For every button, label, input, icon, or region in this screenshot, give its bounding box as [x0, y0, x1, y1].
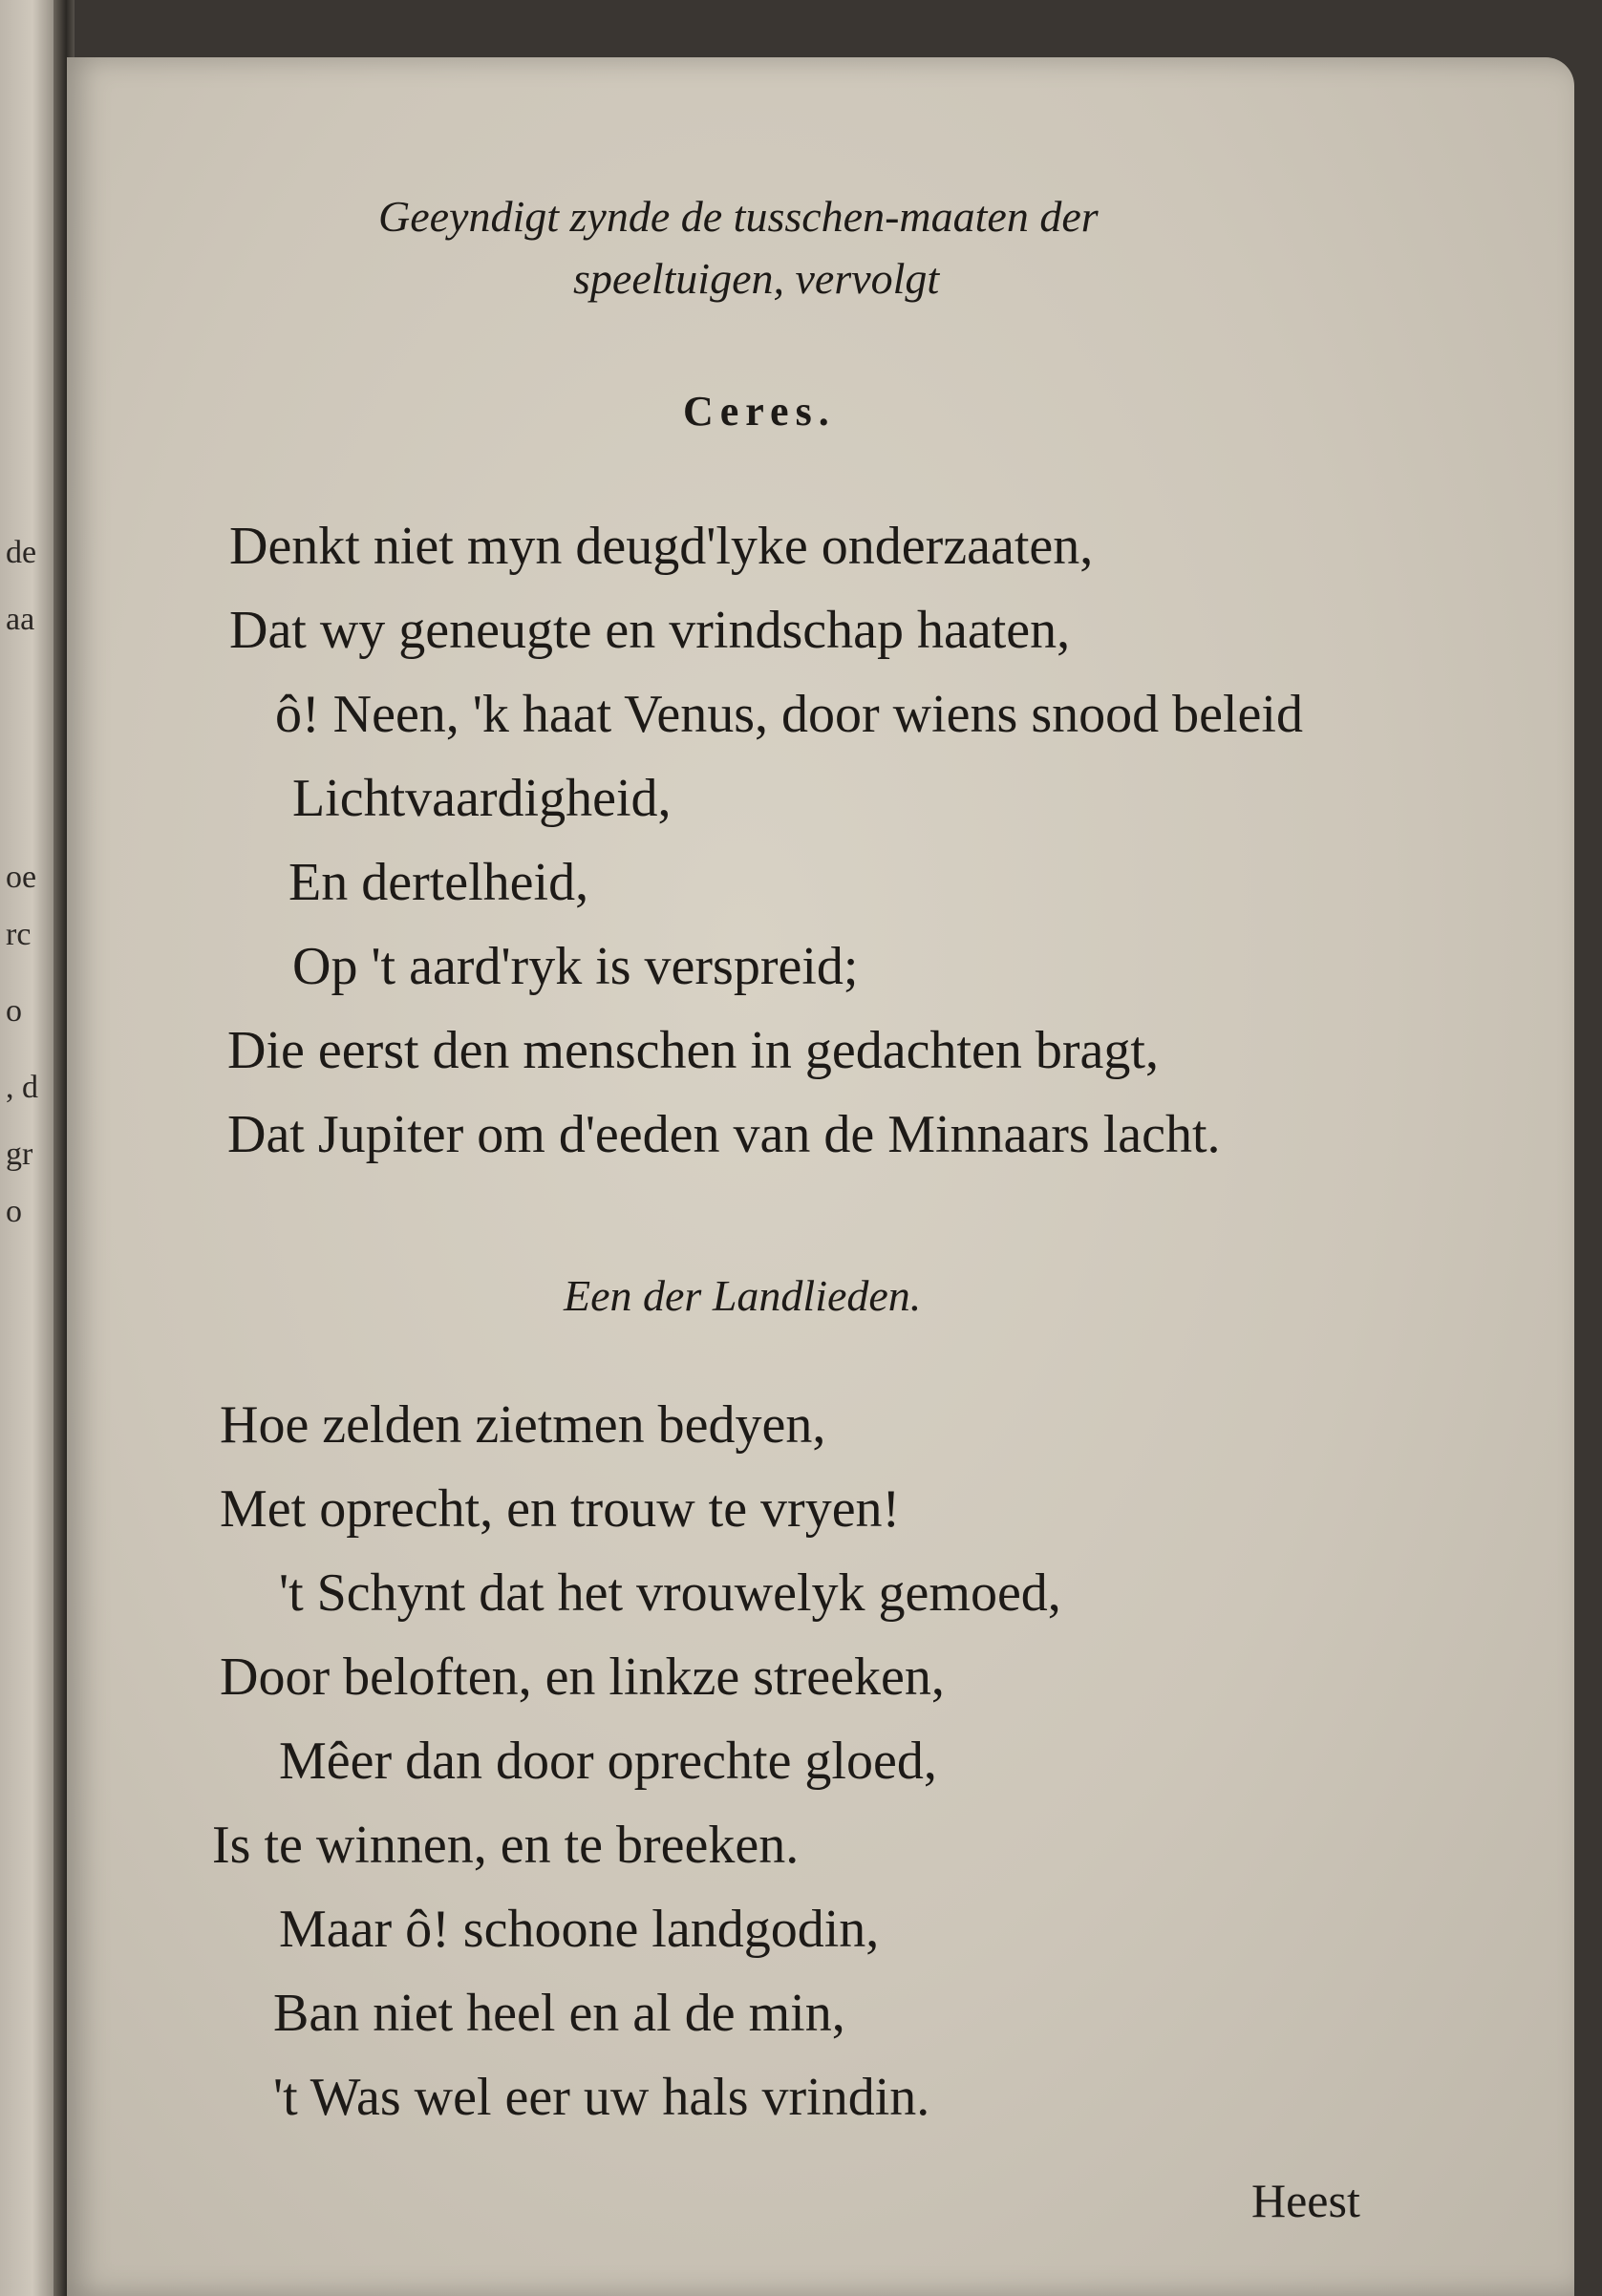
verse-line: 't Schynt dat het vrouwelyk gemoed, [279, 1563, 1061, 1623]
previous-page-edge [0, 0, 59, 2296]
edge-fragment: rc [6, 917, 32, 952]
verse-line: ô! Neen, 'k haat Venus, door wiens snood beleid [275, 685, 1303, 744]
edge-fragment: o [6, 993, 22, 1029]
verse-line: Ban niet heel en al de min, [273, 1984, 845, 2043]
verse-line: 't Was wel eer uw hals vrindin. [273, 2068, 930, 2127]
verse-line: Hoe zelden zietmen bedyen, [220, 1395, 826, 1455]
verse-line: En dertelheid, [288, 853, 589, 912]
verse-line: Is te winnen, en te breeken. [212, 1816, 800, 1875]
book-page [67, 57, 1574, 2296]
catchword: Heest [1251, 2174, 1360, 2227]
stage-direction-line-2: speeltuigen, vervolgt [573, 254, 940, 303]
edge-fragment: , d [6, 1070, 38, 1105]
verse-line: Maar ô! schoone landgodin, [279, 1900, 880, 1959]
verse-line: Dat wy geneugte en vrindschap haaten, [229, 601, 1071, 660]
verse-line: Mêer dan door oprechte gloed, [279, 1732, 937, 1791]
edge-fragment: o [6, 1194, 22, 1229]
edge-fragment: gr [6, 1137, 33, 1172]
verse-line: Op 't aard'ryk is verspreid; [292, 937, 859, 996]
verse-line: Die eerst den menschen in gedachten bragt, [227, 1021, 1159, 1080]
edge-fragment: de [6, 535, 37, 570]
verse-line: Denkt niet myn deugd'lyke onderzaaten, [229, 517, 1094, 576]
edge-fragment: aa [6, 602, 35, 637]
verse-line: Met oprecht, en trouw te vryen! [220, 1479, 901, 1539]
speaker-heading-ceres: Ceres. [683, 388, 836, 435]
edge-fragment: oe [6, 860, 37, 895]
verse-line: Door beloften, en linkze streeken, [220, 1648, 945, 1707]
verse-line: Dat Jupiter om d'eeden van de Minnaars lacht. [227, 1105, 1221, 1164]
stage-direction-line-1: Geeyndigt zynde de tusschen-maaten der [378, 192, 1099, 241]
speaker-heading-landlieden: Een der Landlieden. [564, 1271, 922, 1320]
verse-line: Lichtvaardigheid, [292, 769, 672, 828]
